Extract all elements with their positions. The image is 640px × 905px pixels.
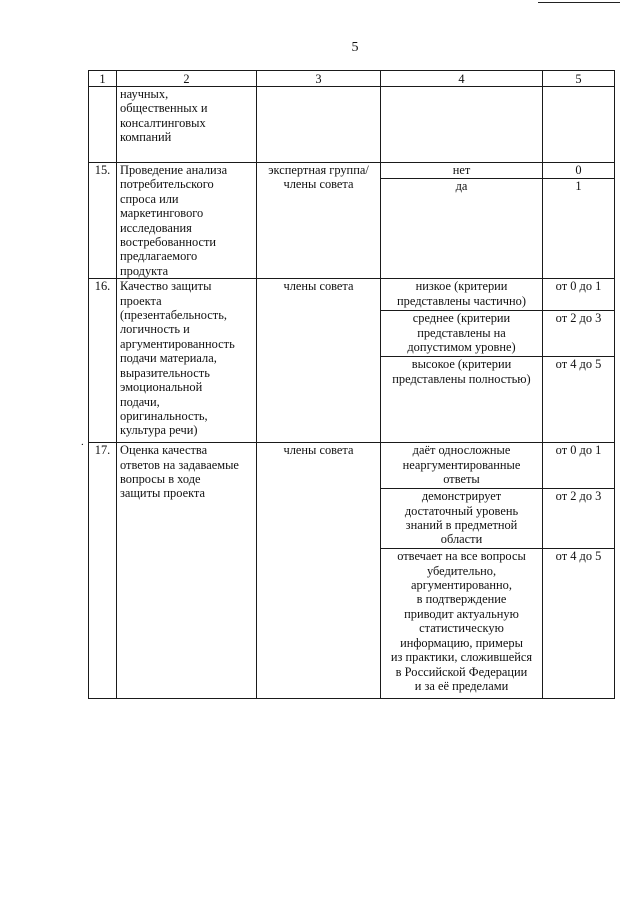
level-label: нет (381, 163, 543, 179)
table-header-row (89, 71, 615, 87)
level-label: высокое (критерии представлены полностью) (381, 357, 543, 443)
level-points: 0 (543, 163, 615, 179)
continuation-row (89, 87, 615, 163)
continuation-evaluator-cell (257, 87, 381, 163)
level-label: да (381, 179, 543, 279)
table-row (89, 443, 615, 489)
continuation-num-cell (89, 87, 117, 163)
level-label: среднее (критерии представлены на допустимом уровне) (381, 311, 543, 357)
level-points: от 2 до 3 (543, 311, 615, 357)
header-col-1: 1 (89, 71, 117, 87)
header-col-2: 2 (117, 71, 257, 87)
level-points: от 0 до 1 (543, 279, 615, 311)
header-col-4: 4 (381, 71, 543, 87)
continuation-points-cell (543, 87, 615, 163)
level-points: 1 (543, 179, 615, 279)
top-rule (538, 2, 620, 3)
row-number: 16. (89, 279, 117, 443)
level-label: низкое (критерии представлены частично) (381, 279, 543, 311)
page-number: 5 (351, 40, 359, 55)
level-label: демонстрирует достаточный уровень знаний в предметной области (381, 489, 543, 549)
header-col-5: 5 (543, 71, 615, 87)
row-criterion: Оценка качества ответов на задаваемые вопросы в ходе защиты проекта (117, 443, 257, 699)
level-points: от 4 до 5 (543, 549, 615, 699)
level-points: от 2 до 3 (543, 489, 615, 549)
margin-mark: . (81, 436, 84, 448)
row-number: 15. (89, 163, 117, 279)
continuation-criterion: научных, общественных и консалтинговых компаний (117, 87, 257, 163)
criteria-table (88, 70, 615, 699)
level-label: отвечает на все вопросы убедительно, аргументированно, в подтверждение приводит актуальную статистическую информацию, примеры из практики, сложившейся в Российской Федерации и за её пределами (381, 549, 543, 699)
row-evaluator: члены совета (257, 279, 381, 443)
row-evaluator: члены совета (257, 443, 381, 699)
table-row (89, 163, 615, 179)
table-row (89, 279, 615, 311)
row-number: 17. (89, 443, 117, 699)
level-points: от 4 до 5 (543, 357, 615, 443)
row-criterion: Качество защиты проекта (презентабельность, логичность и аргументированность подачи материала, выразительность эмоциональной подачи, оригинальность, культура речи) (117, 279, 257, 443)
header-col-3: 3 (257, 71, 381, 87)
row-criterion: Проведение анализа потребительского спроса или маркетингового исследования востребованности предлагаемого продукта (117, 163, 257, 279)
level-label: даёт односложные неаргументированные ответы (381, 443, 543, 489)
row-evaluator: экспертная группа/ члены совета (257, 163, 381, 279)
level-points: от 0 до 1 (543, 443, 615, 489)
continuation-level-cell (381, 87, 543, 163)
